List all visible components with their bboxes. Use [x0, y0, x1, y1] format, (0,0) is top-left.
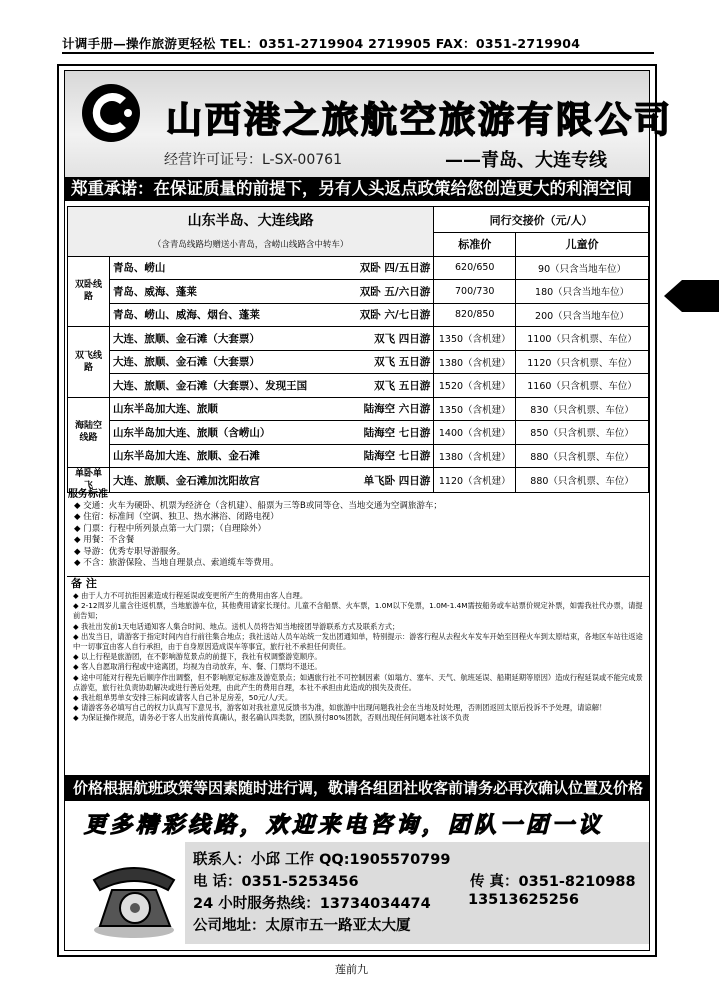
standard-price: 1350（含机建） — [434, 397, 516, 421]
route-mode: 单飞卧 四日游 — [363, 474, 431, 487]
service-item — [68, 512, 648, 524]
route-category: 双飞线路 — [68, 327, 110, 398]
note-item-text: 出发当日，请游客于指定时间内自行前往集合地点；我社送站人员车站统一发出团通知单，特别提示：游客行程从去程火车发车开始至回程火车到太原结束，各地区车站往返途中一切事宜由客人自行承担，由于自身原因造成误车等事宜，旅行社不承担任何责任。 — [73, 631, 643, 652]
contact-tel: 电 话：0351-5253456 — [193, 874, 359, 890]
table-row — [68, 256, 649, 280]
child-price: 200（只含当地车位） — [516, 303, 649, 327]
service-item-text: 交通：火车为硬卧、机票为经济仓（含机建）、船票为三等B或同等仓、当地交通为空调旅游车； — [83, 500, 442, 511]
route-rows — [68, 256, 649, 493]
contact-hotline-2: 13513625256 — [468, 892, 579, 908]
route-cell — [109, 374, 433, 398]
route-category: 单卧单飞 — [68, 468, 110, 493]
service-item — [68, 558, 648, 570]
route-category: 海陆空线路 — [68, 397, 110, 468]
table-row — [68, 444, 649, 468]
table-title: 山东半岛、大连线路 — [68, 207, 434, 233]
route-name: 山东半岛加大连、旅顺 — [112, 403, 218, 416]
bullet-icon: ◆ — [73, 652, 81, 662]
bullet-icon: ◆ — [73, 601, 81, 611]
note-item-text: 我社组单男单女安排三标间或请客人自己补足房差，50元/人/天。 — [80, 693, 293, 703]
col-child: 儿童价 — [516, 233, 649, 257]
bullet-icon: ◆ — [74, 512, 84, 522]
route-name: 青岛、威海、蓬莱 — [112, 285, 197, 298]
note-item — [73, 673, 649, 693]
route-price-table — [67, 206, 649, 493]
bullet-icon: ◆ — [73, 693, 81, 703]
note-item-text: 由于人力不可抗拒因素造成行程延误或变更所产生的费用由客人自理。 — [80, 591, 308, 600]
service-title: 服务标准 — [68, 489, 108, 500]
route-cell — [109, 350, 433, 374]
standard-price: 700/730 — [434, 280, 516, 304]
standard-price: 1120（含机建） — [434, 468, 516, 493]
notes-section — [67, 576, 649, 771]
bullet-icon: ◆ — [73, 591, 81, 600]
route-name: 大连、旅顺、金石滩加沈阳故宫 — [112, 474, 260, 487]
table-row — [68, 350, 649, 374]
note-item — [73, 703, 649, 713]
bullet-icon: ◆ — [74, 500, 84, 511]
bullet-icon: ◆ — [74, 523, 84, 534]
note-item — [73, 713, 649, 723]
table-row — [68, 397, 649, 421]
company-logo-icon — [80, 82, 142, 144]
route-cell — [109, 280, 433, 304]
table-row — [68, 327, 649, 351]
route-cell — [109, 303, 433, 327]
table-row — [68, 280, 649, 304]
company-name: 山西港之旅航空旅游有限公司 — [166, 100, 674, 141]
route-name: 大连、旅顺、金石滩（大套票）、发现王国 — [112, 379, 308, 392]
service-item-text: 门票：行程中所列景点第一大门票；（自理除外） — [83, 523, 267, 534]
child-price: 880（只含机票、车位） — [516, 468, 649, 493]
bullet-icon: ◆ — [74, 535, 84, 545]
route-cell — [109, 397, 433, 421]
table-subtitle: （含青岛线路均赠送小青岛，含崂山线路含中转车） — [68, 233, 434, 257]
table-row — [68, 421, 649, 445]
price-notice-banner: 价格根据航班政策等因素随时进行调，敬请各组团社收客前请务必再次确认位置及价格 — [65, 775, 649, 801]
page-tab-arrow-icon — [664, 280, 719, 312]
child-price: 1160（只含机票、车位） — [516, 374, 649, 398]
route-name: 山东半岛加大连、旅顺、金石滩 — [112, 450, 260, 463]
route-name: 大连、旅顺、金石滩（大套票） — [112, 356, 260, 369]
service-item-text: 不含：旅游保险、当地自理景点、索道缆车等费用。 — [83, 558, 279, 568]
bullet-icon: ◆ — [73, 713, 81, 723]
price-header: 同行交接价（元/人） — [434, 207, 649, 233]
col-standard: 标准价 — [434, 233, 516, 257]
route-name: 青岛、崂山、威海、烟台、蓬莱 — [112, 309, 260, 322]
service-item — [68, 535, 648, 547]
note-item-text: 为保证操作规范，请务必于客人出发前传真确认，报名确认四类款，团队预付80%团款，否则出现任何问题本社该不负责 — [80, 713, 470, 723]
page-footer: 莲前九 — [335, 963, 368, 976]
route-mode: 双飞 五日游 — [374, 356, 431, 369]
note-item-text: 请游客务必填写自己的权力认真写下意见书，游客如对我社意见反馈书为准，如旅游中出现问题我社会在当地及时处理，否则团返回太原后投诉不予处理，请谅解！ — [80, 703, 607, 713]
contact-address: 公司地址：太原市五一路亚太大厦 — [193, 918, 411, 934]
promise-banner: 郑重承诺：在保证质量的前提下，另有人头返点政策给您创造更大的利润空间 — [65, 177, 649, 201]
child-price: 880（只含机票、车位） — [516, 444, 649, 468]
child-price: 830（只含机票、车位） — [516, 397, 649, 421]
route-mode: 双卧 四/五日游 — [359, 262, 431, 275]
route-name: 山东半岛加大连、旅顺（含崂山） — [112, 426, 271, 439]
child-price: 180（只含当地车位） — [516, 280, 649, 304]
standard-price: 1350（含机建） — [434, 327, 516, 351]
standard-price: 1380（含机建） — [434, 444, 516, 468]
route-mode: 陆海空 六日游 — [363, 403, 431, 416]
route-mode: 陆海空 七日游 — [363, 450, 431, 463]
table-row — [68, 303, 649, 327]
note-item — [73, 632, 649, 652]
route-mode: 双卧 六/七日游 — [359, 309, 431, 322]
bullet-icon: ◆ — [73, 621, 81, 631]
route-name: 青岛、崂山 — [112, 262, 166, 275]
service-item-text: 导游：优秀专职导游服务。 — [83, 546, 186, 557]
route-cell — [109, 421, 433, 445]
contact-person: 联系人：小邱 工作 QQ:1905570799 — [193, 852, 451, 868]
service-item — [68, 501, 648, 513]
table-row — [68, 374, 649, 398]
standard-price: 1380（含机建） — [434, 350, 516, 374]
contact-fax: 传 真：0351-8210988 — [470, 874, 636, 890]
child-price: 850（只含机票、车位） — [516, 421, 649, 445]
note-item — [73, 693, 649, 703]
notes-title: 备 注 — [71, 577, 97, 590]
child-price: 1100（只含机票、车位） — [516, 327, 649, 351]
note-item — [73, 652, 649, 662]
bullet-icon: ◆ — [73, 703, 81, 713]
route-cell — [109, 256, 433, 280]
note-item-text: 客人自愿取消行程或中途离团，均视为自动放弃，车、餐、门票均不退还。 — [80, 662, 322, 672]
note-item-text: 我社出发前1天电话通知客人集合时间、地点。送机人员将告知当地接团导游联系方式及联系方式； — [80, 621, 400, 631]
route-mode: 陆海空 七日游 — [363, 426, 431, 439]
note-item — [73, 662, 649, 672]
child-price: 90（只含当地车位） — [516, 256, 649, 280]
note-item-text: 2-12周岁儿童含往返机票，当地旅游车位，其他费用请家长现付。儿童不含船票、火车票，1.0M以下免票，1.0M-1.4M需按船务或车站票价规定补票，如需我社代办票，请提前告知； — [73, 601, 643, 621]
route-cell — [109, 444, 433, 468]
standard-price: 620/650 — [434, 256, 516, 280]
route-mode: 双飞 五日游 — [374, 379, 431, 392]
telephone-icon — [88, 842, 180, 942]
child-price: 1120（只含机票、车位） — [516, 350, 649, 374]
note-item — [73, 601, 649, 621]
specialty-line: ——青岛、大连专线 — [445, 150, 607, 171]
route-cell — [109, 327, 433, 351]
standard-price: 1520（含机建） — [434, 374, 516, 398]
note-item — [73, 622, 649, 632]
contact-hotline: 24 小时服务热线：13734034474 — [193, 896, 431, 912]
bullet-icon: ◆ — [74, 558, 84, 568]
bullet-icon: ◆ — [74, 546, 84, 557]
service-standard — [68, 489, 648, 570]
bullet-icon: ◆ — [73, 662, 81, 672]
bullet-icon: ◆ — [73, 672, 81, 682]
slogan: 更多精彩线路，欢迎来电咨询，团队一团一议 — [84, 813, 605, 838]
service-item-text: 用餐：不含餐 — [83, 535, 135, 545]
bullet-icon: ◆ — [73, 631, 81, 641]
standard-price: 820/850 — [434, 303, 516, 327]
route-mode: 双飞 四日游 — [374, 332, 431, 345]
service-item — [68, 547, 648, 559]
service-item — [68, 524, 648, 536]
note-item-text: 以上行程是旅游团，在不影响游览景点的前提下，我社有权调整游览顺序。 — [80, 652, 322, 662]
service-item-text: 住宿：标准间（空调、独卫、热水淋浴、闭路电视） — [83, 512, 279, 522]
license-number: 经营许可证号：L-SX-00761 — [164, 152, 342, 168]
standard-price: 1400（含机建） — [434, 421, 516, 445]
note-item — [73, 591, 649, 601]
note-item-text: 途中可能对行程先后顺序作出调整，但不影响原定标准及游览景点；如遇旅行社不可控制因素（如塌方、塞车、天气、航班延误、船期延期等原因）造成行程延误或不能完成景点游览，旅行社负责协助解决或进行善后处理，由此产生的费用自理，本社不承担由此造成的损失及责任。 — [73, 672, 643, 692]
route-mode: 双卧 五/六日游 — [359, 285, 431, 298]
route-name: 大连、旅顺、金石滩（大套票） — [112, 332, 260, 345]
header-strip: 计调手册—操作旅游更轻松 TEL：0351-2719904 2719905 FAX：0351-2719904 — [62, 34, 654, 54]
route-category: 双卧线路 — [68, 256, 110, 327]
